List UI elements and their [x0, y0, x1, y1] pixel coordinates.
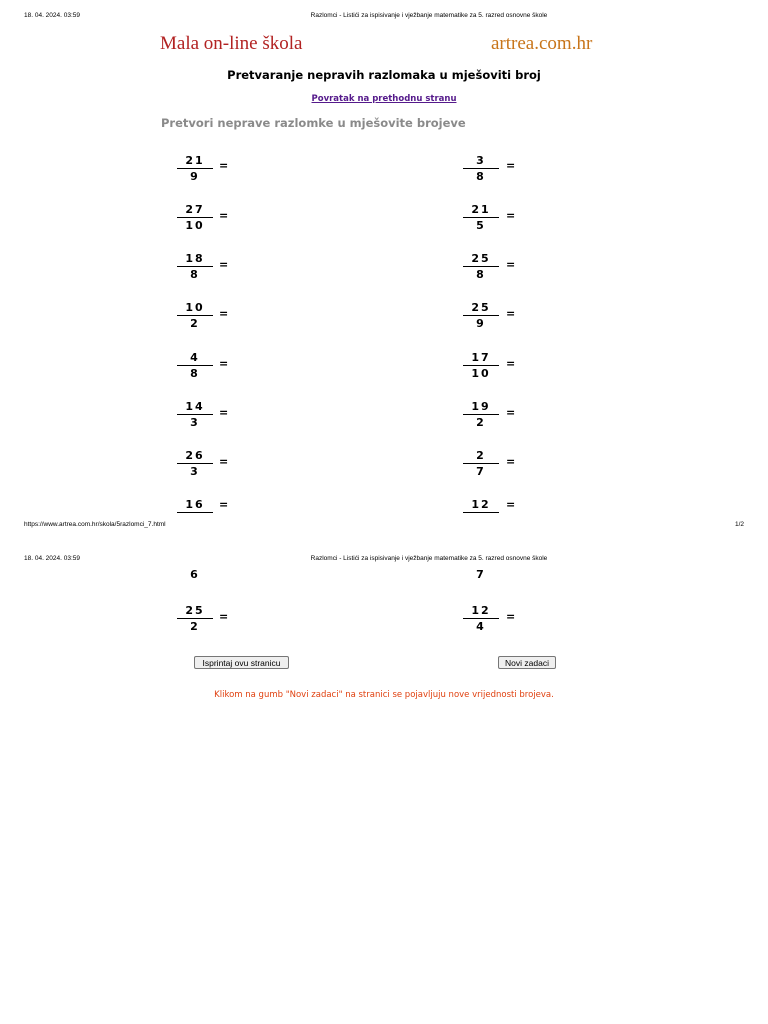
- denominator: 10: [185, 219, 205, 232]
- fraction-bar: [463, 365, 499, 366]
- fraction: [177, 203, 213, 232]
- equals-sign: =: [219, 258, 229, 271]
- denominator: 2: [190, 620, 200, 633]
- equals-sign: =: [506, 159, 516, 172]
- print-page-number: 1/2: [735, 521, 745, 528]
- fraction-bar: [177, 414, 213, 415]
- numerator: 27: [185, 203, 205, 216]
- denominator: 2: [190, 317, 200, 330]
- equals-sign: =: [506, 209, 516, 222]
- denominator: 8: [190, 268, 200, 281]
- site-logo-text[interactable]: Mala on-line škola: [160, 33, 303, 54]
- numerator: 25: [471, 252, 491, 265]
- equals-sign: =: [506, 610, 516, 623]
- fraction-bar: [463, 266, 499, 267]
- print-page-title: Razlomci - Listići za ispisivanje i vježbanje matematike za 5. razred osnovne škole: [310, 555, 548, 562]
- equals-sign: =: [219, 610, 229, 623]
- fraction: [177, 252, 213, 281]
- denominator: 4: [476, 620, 486, 633]
- print-page-title: Razlomci - Listići za ispisivanje i vježbanje matematike za 5. razred osnovne škole: [310, 12, 548, 19]
- fraction: [177, 351, 213, 380]
- fraction: [177, 449, 213, 478]
- fraction-bar: [177, 315, 213, 316]
- print-date: 18. 04. 2024. 03:59: [24, 12, 81, 19]
- denominator: 8: [190, 367, 200, 380]
- numerator: 21: [471, 203, 491, 216]
- new-exercises-button[interactable]: Novi zadaci: [498, 656, 556, 669]
- fraction-bar: [463, 217, 499, 218]
- equals-sign: =: [506, 307, 516, 320]
- denominator: 3: [190, 465, 200, 478]
- fraction-bar: [177, 217, 213, 218]
- equals-sign: =: [506, 406, 516, 419]
- equals-sign: =: [506, 498, 516, 511]
- equals-sign: =: [219, 159, 229, 172]
- fraction: [463, 604, 499, 633]
- fraction: [177, 154, 213, 183]
- fraction-bottom-part: [177, 568, 213, 581]
- fraction-bar: [177, 618, 213, 619]
- numerator: 14: [185, 400, 205, 413]
- equals-sign: =: [219, 455, 229, 468]
- numerator: 25: [471, 301, 491, 314]
- equals-sign: =: [219, 209, 229, 222]
- denominator: 8: [476, 170, 486, 183]
- denominator: 7: [476, 568, 486, 581]
- site-domain-logo[interactable]: artrea.com.hr: [491, 33, 593, 54]
- fraction: [177, 604, 213, 633]
- denominator: 10: [471, 367, 491, 380]
- fraction-bar: [463, 463, 499, 464]
- fraction: [463, 351, 499, 380]
- numerator: 3: [476, 154, 486, 167]
- info-note: Klikom na gumb "Novi zadaci" na stranici se pojavljuju nove vrijednosti brojeva.: [214, 690, 554, 700]
- equals-sign: =: [219, 406, 229, 419]
- denominator: 6: [190, 568, 200, 581]
- numerator: 21: [185, 154, 205, 167]
- back-link[interactable]: Povratak na prethodnu stranu: [311, 94, 457, 104]
- numerator: 16: [185, 498, 205, 511]
- print-date: 18. 04. 2024. 03:59: [24, 555, 81, 562]
- fraction-bar: [463, 512, 499, 513]
- equals-sign: =: [219, 498, 229, 511]
- fraction-bar: [463, 618, 499, 619]
- fraction-bottom-part: [463, 568, 499, 581]
- fraction-bar: [177, 266, 213, 267]
- fraction: [463, 301, 499, 330]
- denominator: 3: [190, 416, 200, 429]
- denominator: 8: [476, 268, 486, 281]
- fraction: [463, 252, 499, 281]
- fraction-top-part: [177, 498, 213, 514]
- numerator: 26: [185, 449, 205, 462]
- numerator: 10: [185, 301, 205, 314]
- denominator: 2: [476, 416, 486, 429]
- numerator: 18: [185, 252, 205, 265]
- instruction-text: Pretvori neprave razlomke u mješovite brojeve: [161, 116, 466, 130]
- numerator: 2: [476, 449, 486, 462]
- numerator: 12: [471, 604, 491, 617]
- fraction: [177, 301, 213, 330]
- denominator: 5: [476, 219, 486, 232]
- numerator: 25: [185, 604, 205, 617]
- equals-sign: =: [506, 455, 516, 468]
- print-page-button[interactable]: Isprintaj ovu stranicu: [194, 656, 289, 669]
- fraction-bar: [177, 168, 213, 169]
- fraction-bar: [177, 463, 213, 464]
- print-url: https://www.artrea.com.hr/skola/5razlomci_7.html: [24, 521, 166, 528]
- numerator: 17: [471, 351, 491, 364]
- numerator: 12: [471, 498, 491, 511]
- fraction-bar: [177, 512, 213, 513]
- fraction-bar: [463, 414, 499, 415]
- equals-sign: =: [506, 357, 516, 370]
- equals-sign: =: [219, 357, 229, 370]
- denominator: 9: [476, 317, 486, 330]
- equals-sign: =: [219, 307, 229, 320]
- fraction: [463, 203, 499, 232]
- equals-sign: =: [506, 258, 516, 271]
- numerator: 4: [190, 351, 200, 364]
- fraction-bar: [177, 365, 213, 366]
- fraction-bar: [463, 168, 499, 169]
- fraction: [177, 400, 213, 429]
- fraction: [463, 449, 499, 478]
- fraction-bar: [463, 315, 499, 316]
- fraction: [463, 400, 499, 429]
- fraction-top-part: [463, 498, 499, 514]
- denominator: 9: [190, 170, 200, 183]
- fraction: [463, 154, 499, 183]
- numerator: 19: [471, 400, 491, 413]
- page-title: Pretvaranje nepravih razlomaka u mješoviti broj: [227, 68, 541, 82]
- denominator: 7: [476, 465, 486, 478]
